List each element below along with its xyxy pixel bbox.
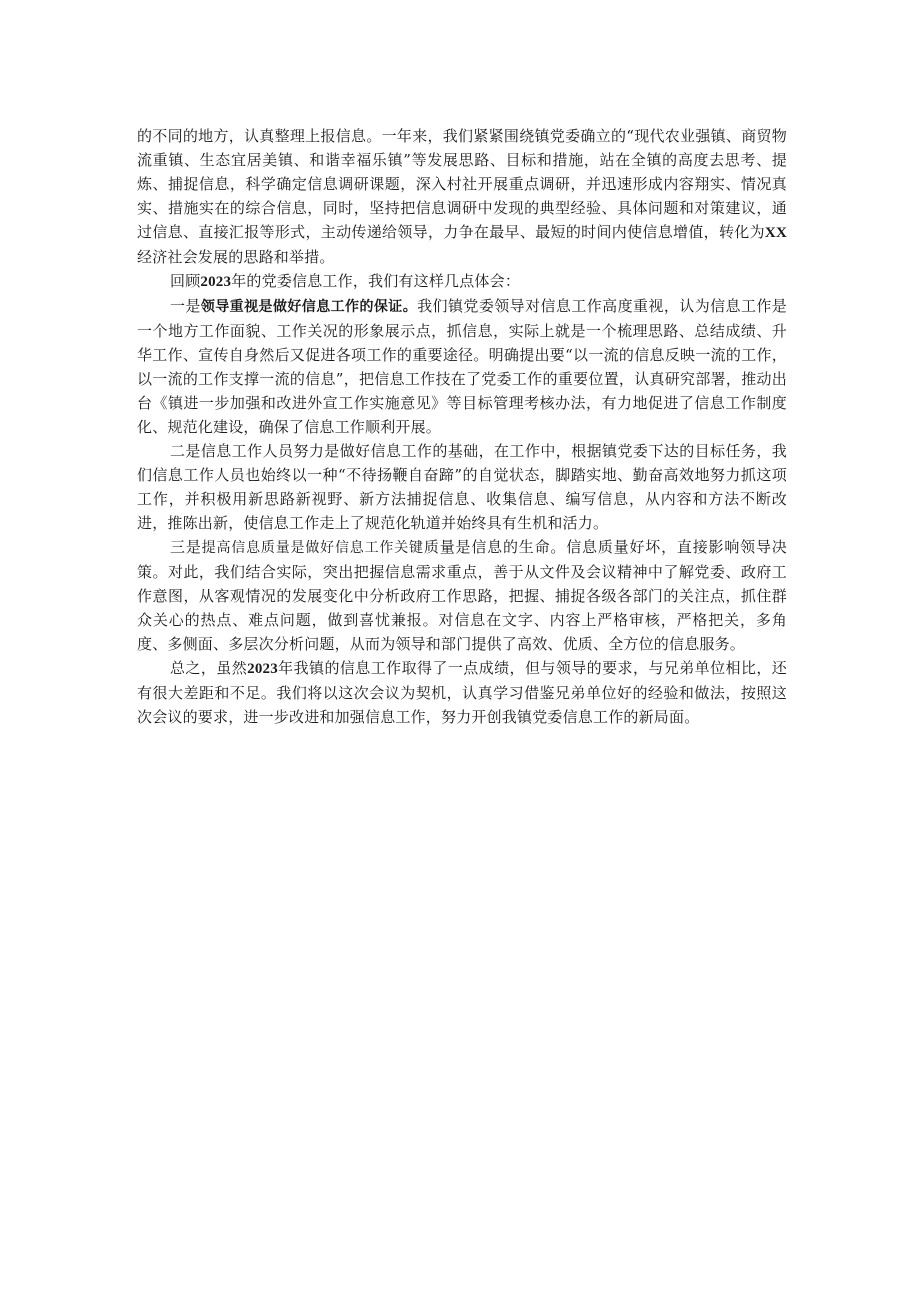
paragraph-text: 二是信息工作人员努力是做好信息工作的基础，在工作中，根据镇党委下达的目标任务，我们信息工作人员也始终以一种“不待扬鞭自奋蹄”的自觉状态，脚踏实地、勤奋高效地努力抓这项工作，并积极用新思路新视野、新方法捕捉信息、收集信息、编写信息，从内容和方法不断改进，推陈出新，使信息工作走上了规范化轨道并始终具有生机和活力。: [137, 442, 787, 532]
point-heading: 提高信息质量是做好信息工作关键: [201, 540, 424, 556]
paragraph-text: 年我镇的信息工作取得了一点成绩，但与领导的要求，与兄弟单位相比，还有很大差距和不足。我们将以这次会议为契机，认真学习借鉴兄弟单位好的经验和做法，按照这次会议的要求，进一步改进和加强信息工作，努力开创我镇党委信息工作的新局面。: [137, 659, 787, 726]
year-number: 2023: [200, 274, 232, 290]
region-code: XX: [764, 225, 787, 241]
paragraph-text: 的不同的地方，认真整理上报信息。一年来，我们紧紧围绕镇党委确立的“现代农业强镇、商贸物流重镇、生态宜居美镇、和谐幸福乐镇”等发展思路、目标和措施，站在全镇的高度去思考、提炼、捕捉信息，科学确定信息调研课题，深入村社开展重点调研，并迅速形成内容翔实、情况真实、措施实在的综合信息，同时，坚持把信息调研中发现的典型经验、具体问题和对策建议，通过信息、直接汇报等形式，主动传递给领导，力争在最早、最短的时间内使信息增值，转化为: [137, 127, 787, 241]
paragraph-text: 我们镇党委领导对信息工作高度重视，认为信息工作是一个地方工作面貌、工作关况的形象展示点，抓信息，实际上就是一个梳理思路、总结成绩、升华工作、宣传自身然后又促进各项工作的重要途径。明确提出要“以一流的信息反映一流的工作，以一流的工作支撑一流的信息”，把信息工作技在了党委工作的重要位置，认真研究部署，推动出台《镇进一步加强和改进外宣工作实施意见》等目标管理考核办法，有力地促进了信息工作制度化、规范化建设，确保了信息工作顺利开展。: [137, 297, 787, 436]
paragraph-text: 年的党委信息工作，我们有这样几点体会：: [231, 272, 521, 290]
paragraph-point-two: [137, 439, 787, 535]
paragraph-continuation: [137, 124, 787, 269]
point-heading: 领导重视是做好信息工作的保证。: [200, 299, 418, 315]
paragraph-point-three: [137, 535, 787, 656]
paragraph-point-one: [137, 294, 787, 439]
paragraph-text: 三是: [170, 538, 202, 556]
document-body: [137, 124, 787, 729]
paragraph-conclusion: [137, 656, 787, 729]
paragraph-text: 回顾: [170, 272, 201, 290]
paragraph-text: 总之，虽然: [170, 659, 248, 677]
paragraph-text: 质量是信息的生命。信息质量好坏，直接影响领导决策。对此，我们结合实际，突出把握信息需求重点，善于从文件及会议精神中了解党委、政府工作意图，从客观情况的发展变化中分析政府工作思路，把握、捕捉各级各部门的关注点，抓住群众关心的热点、难点问题，做到喜忧兼报。对信息在文字、内容上严格审核，严格把关，多角度、多侧面、多层次分析问题，从而为领导和部门提供了高效、优质、全方位的信息服务。: [137, 538, 788, 653]
paragraph-text: 经济社会发展的思路和举措。: [137, 248, 335, 266]
paragraph-review: [137, 269, 787, 294]
paragraph-text: 一是: [170, 297, 201, 315]
year-number: 2023: [247, 661, 278, 677]
